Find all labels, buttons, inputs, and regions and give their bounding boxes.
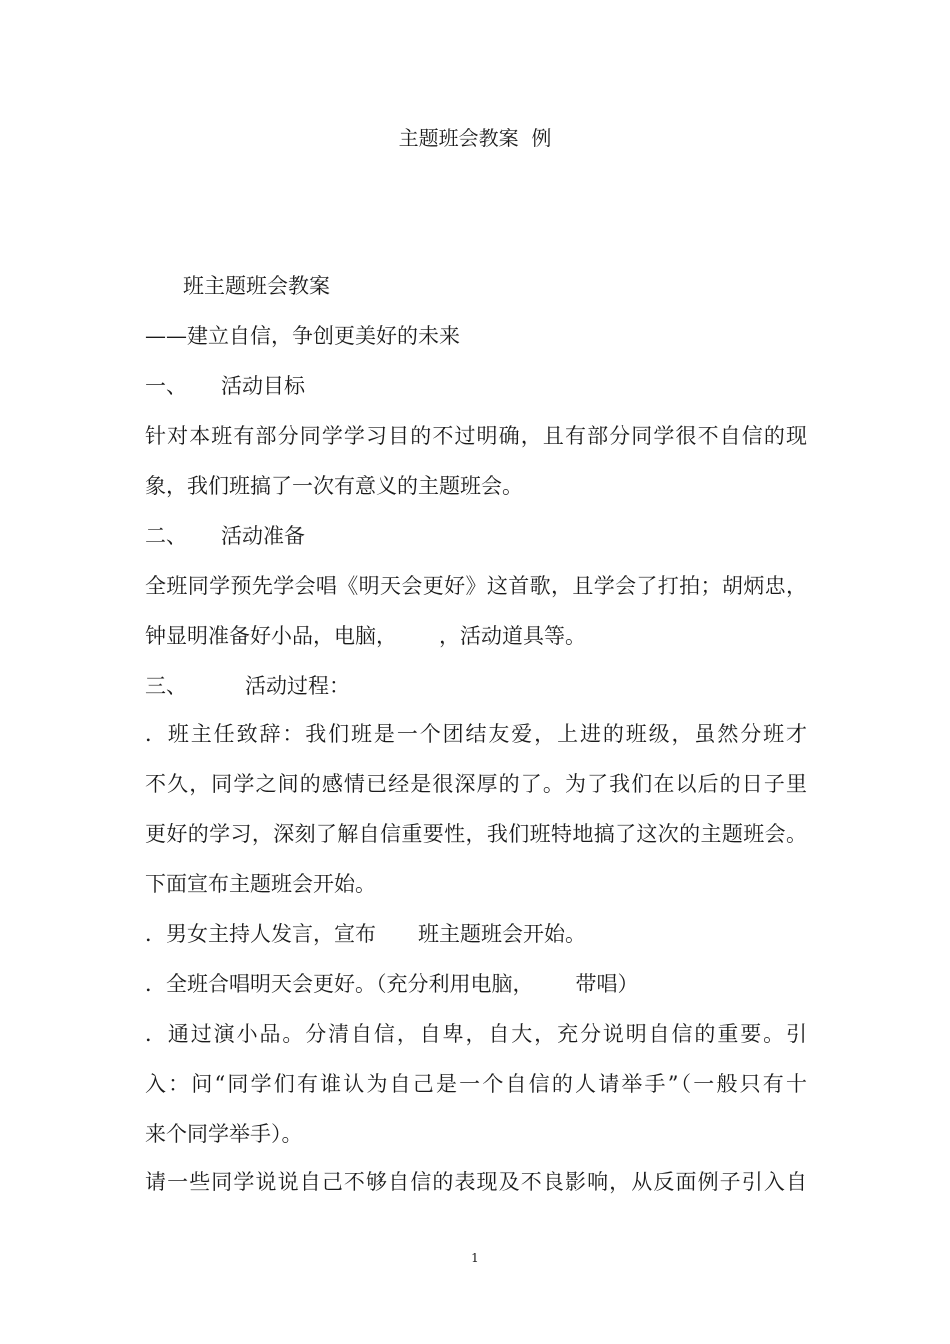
step-1-line: 不久，同学之间的感情已经是很深厚的了。为了我们在以后的日子里 [145,772,807,796]
step-fragment: ．全班合唱明天会更好。（充分利用电脑， [145,972,534,996]
step-fragment: 班主题班会开始。 [418,922,586,946]
step-4-line: 来个同学举手）。 [145,1122,303,1146]
section-number: 三、 [145,674,187,698]
step-3 [145,970,639,998]
step-fragment: ．男女主持人发言，宣布 [145,922,376,946]
step-1-line: 更好的学习，深刻了解自信重要性，我们班特地搞了这次的主题班会。 [145,822,807,846]
step-4-line: 入：问“同学们有谁认为自己是一个自信的人请举手”（一般只有十 [145,1072,807,1096]
section-number: 二、 [145,524,187,548]
document-title: 主题班会教案 例 [398,126,552,150]
section-title: 活动过程： [245,674,350,698]
paragraph-line [145,622,586,650]
document-theme: ——建立自信，争创更美好的未来 [145,324,460,348]
paragraph-line: 象，我们班搞了一次有意义的主题班会。 [145,474,523,498]
section-number: 一、 [145,374,187,398]
step-2 [145,920,586,948]
paragraph-fragment: 钟显明准备好小品，电脑， [145,624,397,648]
section-title: 活动目标 [221,374,305,398]
paragraph-line: 全班同学预先学会唱《明天会更好》这首歌，且学会了打拍；胡炳忠， [145,574,807,598]
step-1-line: 下面宣布主题班会开始。 [145,872,376,896]
page-number: 1 [471,1251,479,1265]
step-fragment: 带唱） [575,972,639,996]
section-heading-3 [145,672,350,700]
paragraph-line: 请一些同学说说自己不够自信的表现及不良影响，从反面例子引入自 [145,1170,807,1194]
section-heading-1 [145,372,305,400]
step-1-line: ．班主任致辞：我们班是一个团结友爱，上进的班级，虽然分班才 [145,722,807,746]
paragraph-fragment: ，活动道具等。 [439,624,586,648]
paragraph-line: 针对本班有部分同学学习目的不过明确，且有部分同学很不自信的现 [145,424,807,448]
step-4-line: ．通过演小品。分清自信，自卑，自大，充分说明自信的重要。引 [145,1022,807,1046]
document-subtitle: 班主题班会教案 [183,274,330,298]
section-heading-2 [145,522,305,550]
section-title: 活动准备 [221,524,305,548]
